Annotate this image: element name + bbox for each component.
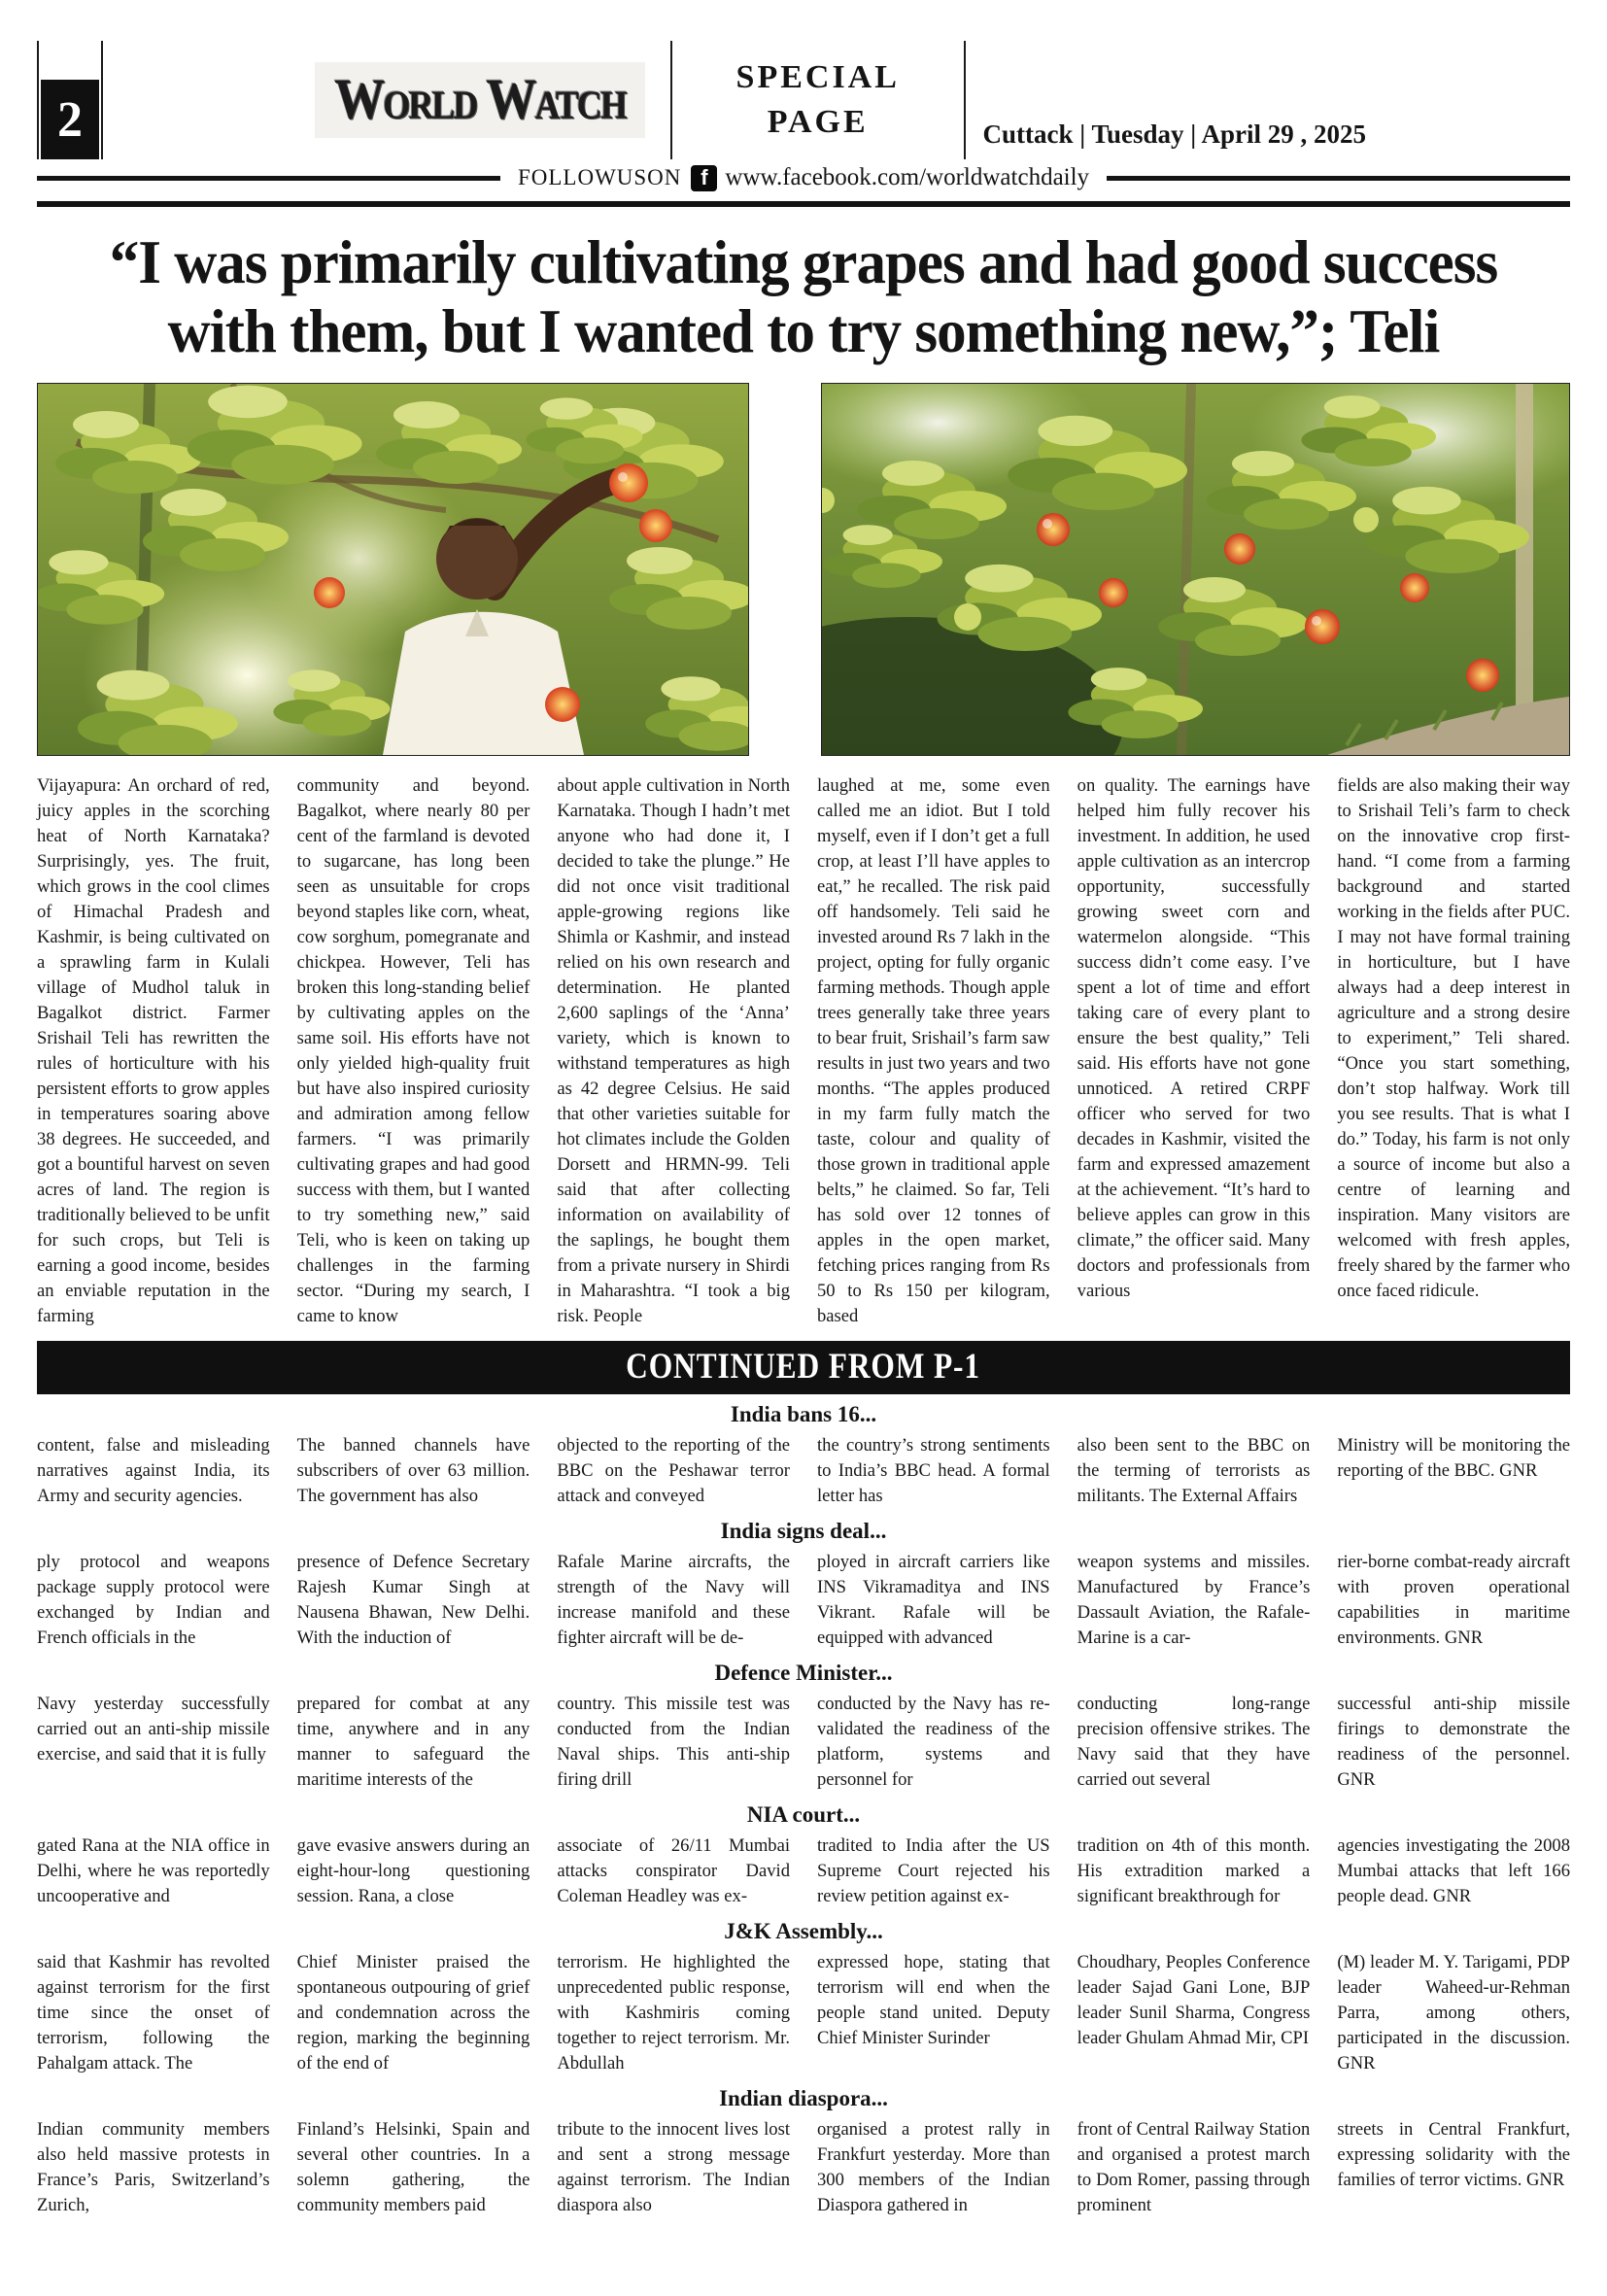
section-column: front of Central Railway Station and organised a protest march to Dom Romer, passing through prominent: [1077, 2118, 1311, 2215]
section-indian-diaspora: [37, 2117, 1570, 2218]
rule-segment: [1107, 176, 1570, 181]
article-column-5: on quality. The earnings have helped him fully recover his investment. In addition, he used apple cultivation as an intercrop opportunity, successfully growing sweet corn and watermelon alongside. “This success didn’t come easy. I’ve spent a lot of time and effort taking care of every plant to ensure the best quality,” Teli said. His efforts have not gone unnoticed. A retired CRPF officer who served for two decades in Kashmir, visited the farm and expressed amazement at the achievement. “It’s hard to believe apples can grow in this climate,” the officer said. Many doctors and professionals from various: [1077, 774, 1311, 1301]
article-column-6: fields are also making their way to Srishail Teli’s farm to check on the innovative crop first-hand. “I come from a farming background and started working in the fields after PUC. I may not have formal training in horticulture, but I have always had a deep interest in agriculture and a strong desire to experiment,” Teli shared. “Once you start something, don’t stop halfway. Work till you see results. That is what I do.” Today, his farm is not only a source of income but also a centre of learning and inspiration. Many visitors are welcomed with fresh apples, freely shared by the farmer who once faced ridicule.: [1337, 774, 1570, 1301]
continued-from-banner: [37, 1341, 1570, 1394]
section-column: prepared for combat at any time, anywhere and in any manner to safeguard the maritime interests of the: [296, 1693, 530, 1790]
page-header: [37, 41, 1570, 159]
section-column: agencies investigating the 2008 Mumbai attacks that left 166 people dead. GNR: [1337, 1834, 1570, 1906]
section-india-bans: [37, 1433, 1570, 1509]
section-india-signs-deal: [37, 1550, 1570, 1651]
follow-row: [37, 159, 1570, 196]
section-column: said that Kashmir has revolted against terrorism for the first time since the onset of terrorism, following the Pahalgam attack. The: [37, 1951, 270, 2073]
section-column: Rafale Marine aircrafts, the strength of the Navy will increase manifold and these fighter aircraft will be de-: [557, 1551, 790, 1648]
section-column: gated Rana at the NIA office in Delhi, where he was reportedly uncooperative and: [37, 1834, 270, 1906]
special-page-label: SPECIAL PAGE: [735, 59, 900, 140]
special-page-cell: [672, 41, 964, 159]
facebook-icon: f: [691, 165, 717, 191]
header-spacer: [1384, 41, 1570, 159]
section-column: Ministry will be monitoring the reporting of the BBC. GNR: [1337, 1434, 1570, 1481]
section-column: associate of 26/11 Mumbai attacks conspirator David Coleman Headley was ex-: [557, 1834, 790, 1906]
dateline-cell: [966, 41, 1384, 159]
dateline: Cuttack | Tuesday | April 29 , 2025: [982, 120, 1366, 149]
section-column: The banned channels have subscribers of over 63 million. The government has also: [296, 1434, 530, 1506]
section-title-india-bans: India bans 16...: [730, 1401, 877, 1426]
page-number-box: [37, 41, 103, 159]
section-column: ployed in aircraft carriers like INS Vikramaditya and INS Vikrant. Rafale will be equipped with advanced: [817, 1551, 1050, 1648]
masthead-logo: World Watch: [315, 62, 644, 138]
continued-from-banner-text: CONTINUED FROM P-1: [626, 1346, 981, 1387]
section-title-india-signs-deal: India signs deal...: [720, 1518, 887, 1543]
section-column: the country’s strong sentiments to India’s BBC head. A formal letter has: [817, 1434, 1050, 1506]
section-column: tribute to the innocent lives lost and sent a strong message against terrorism. The Indian diaspora also: [557, 2118, 790, 2215]
section-column: rier-borne combat-ready aircraft with proven operational capabilities in maritime environments. GNR: [1337, 1551, 1570, 1648]
section-defence-minister: [37, 1692, 1570, 1793]
facebook-url-link[interactable]: www.facebook.com/worldwatchdaily: [725, 164, 1090, 190]
section-column: (M) leader M. Y. Tarigami, PDP leader Waheed-ur-Rehman Parra, among others, participated in the discussion. GNR: [1337, 1951, 1570, 2073]
section-column: objected to the reporting of the BBC on the Peshawar terror attack and conveyed: [557, 1434, 790, 1506]
article-column-1: Vijayapura: An orchard of red, juicy apples in the scorching heat of North Karnataka? Surprisingly, yes. The fruit, which grows in the cool climes of Himachal Pradesh and Kashmir, is being cultivated on a sprawling farm in Kulali village of Mudhol taluk in Bagalkot district. Farmer Srishail Teli has rewritten the rules of horticulture with his persistent efforts to grow apples in temperatures soaring above 38 degrees. He succeeded, and got a bountiful harvest on seven acres of land. The region is traditionally believed to be unfit for such crops, but Teli is earning a good income, besides an enviable reputation in the farming: [37, 774, 270, 1326]
photo-row: [37, 383, 1570, 756]
section-column: conducting long-range precision offensive strikes. The Navy said that they have carried out several: [1077, 1693, 1311, 1790]
article-column-4: laughed at me, some even called me an idiot. But I told myself, even if I don’t get a full crop, at least I’ll have apples to eat,” he recalled. The risk paid off handsomely. Teli said he invested around Rs 7 lakh in the project, opting for fully organic farming methods. Though apple trees generally take three years to bear fruit, Srishail’s farm saw results in just two years and two months. “The apples produced in my farm fully match the taste, colour and quality of those grown in traditional apple belts,” he claimed. So far, Teli has sold over 12 tonnes of apples in the open market, fetching prices ranging from Rs 50 to Rs 150 per kilogram, based: [817, 774, 1050, 1326]
section-column: tradited to India after the US Supreme Court rejected his review petition against ex-: [817, 1834, 1050, 1906]
section-column: successful anti-ship missile firings to demonstrate the readiness of the personnel. GNR: [1337, 1693, 1570, 1790]
left-photo-farmer-orchard: [37, 383, 749, 756]
article-column-3: about apple cultivation in North Karnataka. Though I hadn’t met anyone who had done it, I decided to take the plunge.” He did not once visit traditional apple-growing regions like Shimla or Kashmir, and instead relied on his own research and determination. He planted 2,600 saplings of the ‘Anna’ variety, which is known to withstand temperatures as high as 42 degree Celsius. He said that other varieties suitable for hot climates include the Golden Dorsett and HRMN-99. Teli said that after collecting information on availability of the saplings, he bought them from a private nursery in Shirdi in Maharashtra. “I took a big risk. People: [557, 774, 790, 1326]
section-column: Finland’s Helsinki, Spain and several other countries. In a solemn gathering, the community members paid: [296, 2118, 530, 2215]
section-column: presence of Defence Secretary Rajesh Kumar Singh at Nausena Bhawan, New Delhi. With the induction of: [296, 1551, 530, 1648]
section-column: expressed hope, stating that terrorism will end when the people stand united. Deputy Chief Minister Surinder: [817, 1951, 1050, 2048]
section-column: gave evasive answers during an eight-hour-long questioning session. Rana, a close: [296, 1834, 530, 1906]
main-article: [37, 773, 1570, 1329]
section-nia-court: [37, 1833, 1570, 1909]
headline-line-2: with them, but I wanted to try something new,”; Teli: [167, 297, 1440, 367]
left-photo-illustration: [38, 384, 748, 755]
section-column: ply protocol and weapons package supply protocol were exchanged by Indian and French officials in the: [37, 1551, 270, 1648]
section-column: tradition on 4th of this month. His extradition marked a significant breakthrough for: [1077, 1834, 1311, 1906]
section-column: conducted by the Navy has re-validated the readiness of the platform, systems and personnel for: [817, 1693, 1050, 1790]
section-column: streets in Central Frankfurt, expressing solidarity with the families of terror victims. GNR: [1337, 2118, 1570, 2190]
section-column: also been sent to the BBC on the terming of terrorists as militants. The External Affairs: [1077, 1434, 1311, 1506]
section-column: Indian community members also held massive protests in France’s Paris, Switzerland’s Zurich,: [37, 2118, 270, 2215]
section-column: content, false and misleading narratives against India, its Army and security agencies.: [37, 1434, 270, 1506]
right-photo-illustration: [822, 384, 1569, 755]
section-title-defence-minister: Defence Minister...: [714, 1660, 893, 1685]
section-column: weapon systems and missiles. Manufactured by France’s Dassault Aviation, the Rafale-Marine is a car-: [1077, 1551, 1311, 1648]
section-column: Choudhary, Peoples Conference leader Sajad Gani Lone, BJP leader Sunil Sharma, Congress leader Ghulam Ahmad Mir, CPI: [1077, 1951, 1311, 2048]
logo-cell: [290, 41, 669, 159]
follow-us-label: FOLLOWUSON: [517, 165, 682, 189]
section-column: Navy yesterday successfully carried out an anti-ship missile exercise, and said that it is fully: [37, 1693, 270, 1765]
headline-line-1: “I was primarily cultivating grapes and had good success: [109, 228, 1498, 297]
section-column: organised a protest rally in Frankfurt yesterday. More than 300 members of the Indian Diaspora gathered in: [817, 2118, 1050, 2215]
section-title-indian-diaspora: Indian diaspora...: [719, 2085, 888, 2110]
right-photo-apple-trees: [821, 383, 1570, 756]
page-number: 2: [41, 80, 99, 159]
section-column: terrorism. He highlighted the unprecedented public response, with Kashmiris coming together to reject terrorism. Mr. Abdullah: [557, 1951, 790, 2073]
section-jk-assembly: [37, 1950, 1570, 2076]
section-title-jk-assembly: J&K Assembly...: [724, 1918, 883, 1943]
main-headline: [37, 228, 1570, 367]
horizontal-rule: [37, 201, 1570, 207]
rule-segment: [37, 176, 500, 181]
section-title-nia-court: NIA court...: [746, 1801, 861, 1827]
header-spacer: [103, 41, 290, 159]
section-column: country. This missile test was conducted from the Indian Naval ships. This anti-ship firing drill: [557, 1693, 790, 1790]
section-column: Chief Minister praised the spontaneous outpouring of grief and condemnation across the region, marking the beginning of the end of: [296, 1951, 530, 2073]
article-column-2: community and beyond. Bagalkot, where nearly 80 per cent of the farmland is devoted to sugarcane, has long been seen as unsuitable for crops beyond staples like corn, wheat, cow sorghum, pomegranate and chickpea. However, Teli has broken this long-standing belief by cultivating apples on the same soil. His efforts have not only yielded high-quality fruit but have also inspired curiosity and admiration among fellow farmers. “I was primarily cultivating grapes and had good success with them, but I wanted to try something new,” said Teli, who is keen on taking up challenges in the farming sector. “During my search, I came to know: [296, 774, 530, 1326]
